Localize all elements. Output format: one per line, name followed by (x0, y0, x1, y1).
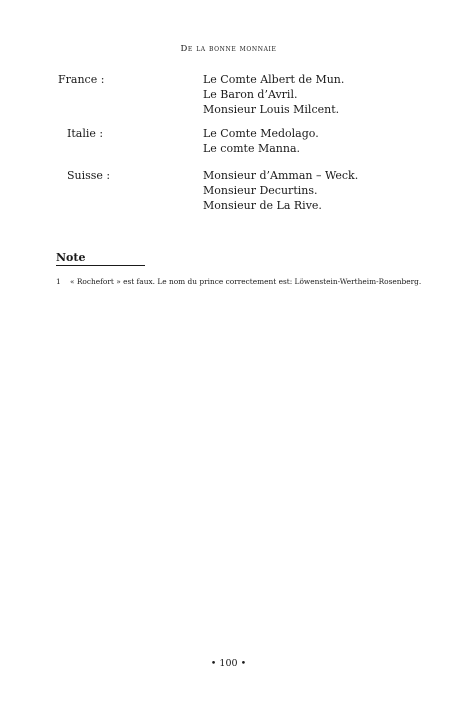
member-list (203, 126, 319, 156)
member-list (203, 72, 344, 117)
notes-heading: Note (56, 251, 86, 264)
footnote-number: 1 (56, 277, 61, 286)
member-name: Le Comte Albert de Mun. (203, 73, 345, 86)
notes-divider (56, 265, 145, 266)
country-label: Italie : (67, 127, 104, 140)
member-name: Monsieur d’Amman – Weck. (203, 169, 359, 182)
member-name: Monsieur Decurtins. (203, 184, 318, 197)
member-name: Monsieur Louis Milcent. (203, 103, 340, 116)
page-number: • 100 • (210, 658, 247, 669)
member-name: Le comte Manna. (203, 142, 300, 155)
country-label: France : (58, 73, 105, 86)
running-head: De la bonne monnaie (180, 44, 277, 54)
footnote-text: « Rochefort » est faux. Le nom du prince correctement est: Löwenstein-Wertheim-Rosenberg. (70, 277, 422, 286)
member-list (203, 168, 358, 213)
member-name: Le Baron d’Avril. (203, 88, 298, 101)
member-name: Monsieur de La Rive. (203, 199, 322, 212)
country-label: Suisse : (67, 169, 111, 182)
member-name: Le Comte Medolago. (203, 127, 319, 140)
